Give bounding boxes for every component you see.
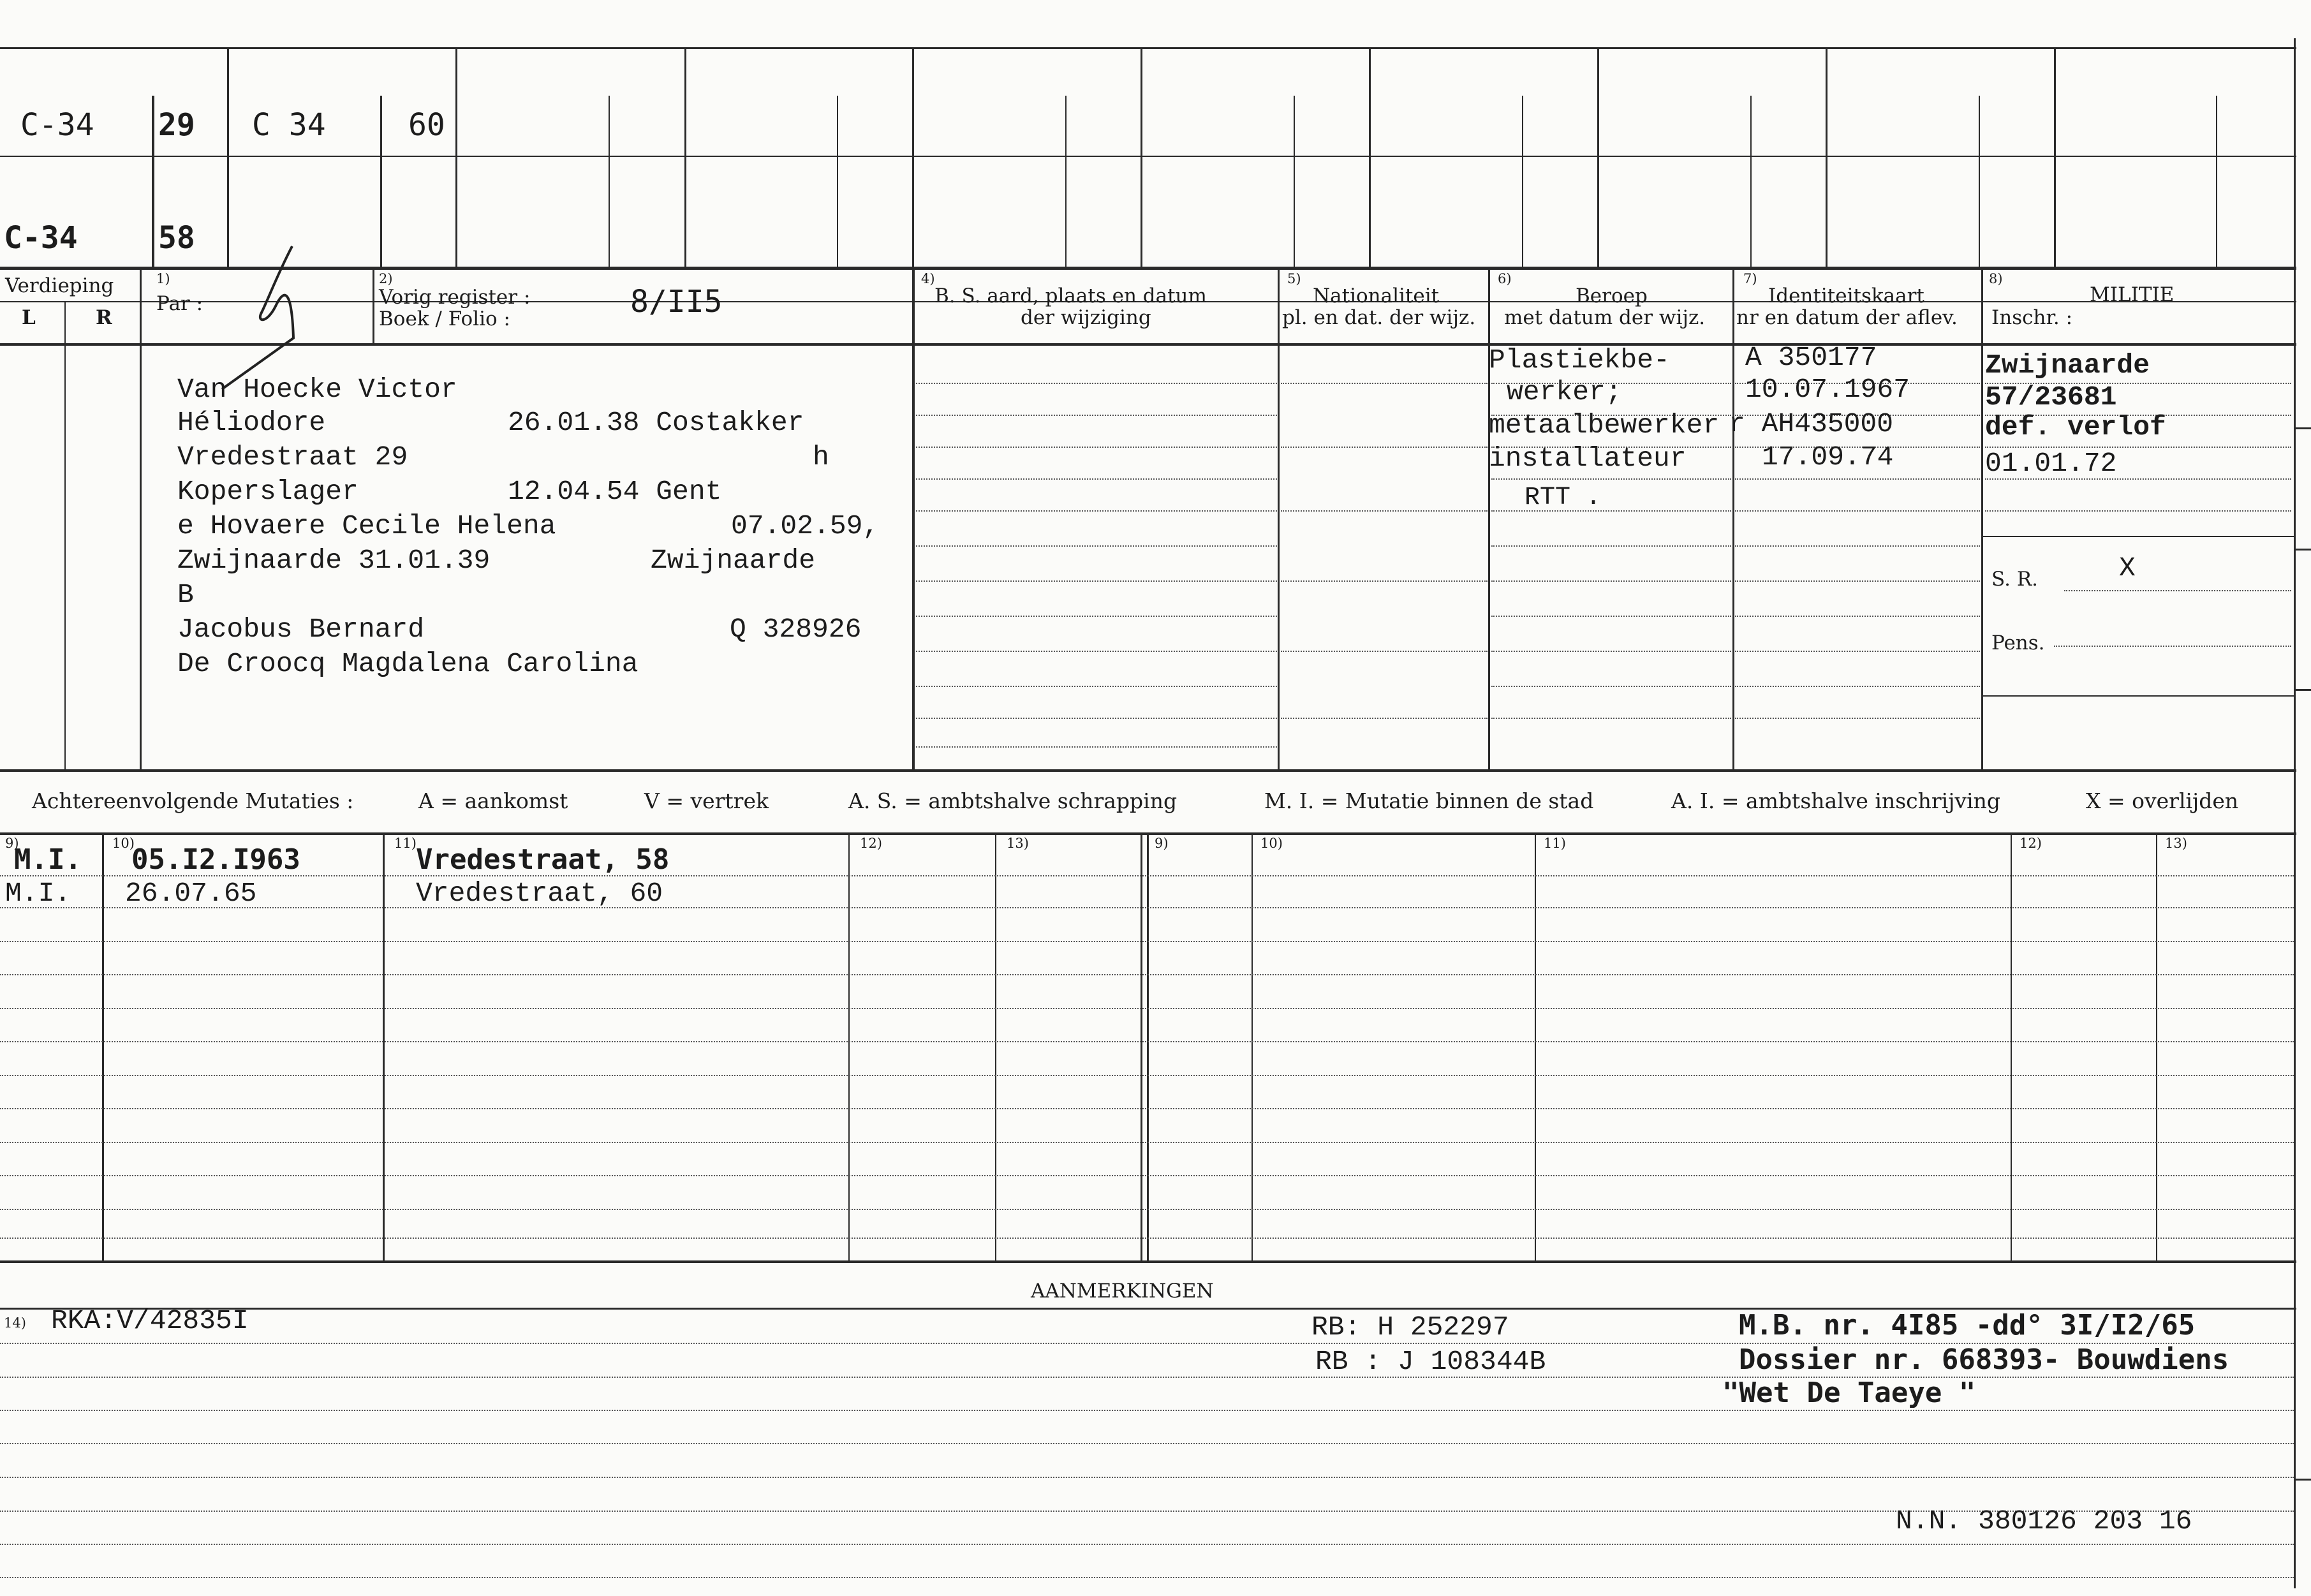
- boek-folio-label: Boek / Folio :: [379, 307, 510, 330]
- field-number-5: 5): [1287, 271, 1301, 286]
- legend-overlijden: X = overlijden: [2086, 788, 2239, 813]
- sr-label: S. R.: [1991, 568, 2039, 591]
- mut-col-number-9a: 9): [5, 836, 19, 851]
- person-spouse-date: 07.02.59,: [731, 510, 880, 542]
- remarks-mb: M.B. nr. 4I85 -dd° 3I/I2/65: [1739, 1309, 2196, 1341]
- top-code-3: C-34: [4, 220, 78, 256]
- field-number-2: 2): [379, 271, 393, 286]
- identiteit-label-line2: nr en datum der aflev.: [1736, 306, 1958, 329]
- legend-inschrijving: A. I. = ambtshalve inschrijving: [1671, 788, 2001, 813]
- nationaliteit-label-line1: Nationaliteit: [1313, 284, 1440, 307]
- remarks-wet: "Wet De Taeye ": [1722, 1377, 1976, 1409]
- mut-row-1-date: 05.I2.I963: [131, 843, 300, 876]
- mut-row-2-address: Vredestraat, 60: [416, 878, 663, 909]
- verdieping-r-label: R: [96, 306, 112, 329]
- remarks-rka: RKA:V/42835I: [51, 1305, 249, 1336]
- person-street: Vredestraat 29: [177, 441, 408, 473]
- field-number-4: 4): [921, 271, 935, 286]
- mut-col-number-11b: 11): [1544, 836, 1566, 851]
- person-occupation-date: 12.04.54 Gent: [508, 476, 722, 507]
- par-label: Par :: [156, 292, 203, 315]
- militie-line-2: 57/23681: [1985, 381, 2117, 413]
- beroep-line-2: werker;: [1507, 376, 1622, 408]
- person-mark-h: h: [813, 441, 829, 473]
- pens-label: Pens.: [1991, 632, 2045, 654]
- mut-row-2-type: M.I.: [5, 878, 71, 909]
- person-spouse-birth: Zwijnaarde 31.01.39: [177, 545, 491, 576]
- verdieping-l-label: L: [22, 306, 36, 329]
- beroep-line-4: installateur: [1489, 443, 1687, 474]
- remarks-nn: N.N. 380126 203 16: [1896, 1505, 2192, 1537]
- beroep-line-3: metaalbewerker: [1489, 410, 1720, 441]
- militie-line-1: Zwijnaarde: [1985, 350, 2150, 381]
- beroep-label-line1: Beroep: [1576, 284, 1648, 307]
- beroep-line-1: Plastiekbe-: [1489, 344, 1670, 376]
- mut-col-number-10b: 10): [1260, 836, 1283, 851]
- identiteit-line-3: r AH435000: [1729, 408, 1894, 440]
- person-mother: De Croocq Magdalena Carolina: [177, 648, 639, 679]
- field-number-14: 14): [4, 1315, 26, 1331]
- person-father: Jacobus Bernard: [177, 614, 425, 645]
- bs-label-line2: der wijziging: [1021, 306, 1151, 329]
- militie-line-3: def. verlof: [1985, 411, 2166, 443]
- mut-col-number-13a: 13): [1007, 836, 1029, 851]
- beroep-line-5: RTT .: [1525, 484, 1602, 512]
- field-number-6: 6): [1498, 271, 1512, 286]
- mut-row-2-date: 26.07.65: [125, 878, 257, 909]
- top-code-2: C 34: [252, 107, 326, 143]
- field-number-1: 1): [156, 271, 170, 286]
- mut-col-number-11a: 11): [394, 836, 417, 851]
- militie-line-4: 01.01.72: [1985, 448, 2117, 479]
- person-spouse-place: Zwijnaarde: [651, 545, 816, 576]
- legend-title: Achtereenvolgende Mutaties :: [32, 788, 354, 813]
- field-number-7: 7): [1743, 271, 1757, 286]
- mut-col-number-10a: 10): [112, 836, 135, 851]
- top-number-1: 29: [158, 107, 195, 143]
- remarks-dossier: Dossier nr. 668393- Bouwdiens: [1739, 1343, 2229, 1376]
- mut-col-number-12b: 12): [2019, 836, 2042, 851]
- legend-vertrek: V = vertrek: [644, 788, 769, 813]
- register-value: 8/II5: [630, 284, 723, 320]
- person-occupation: Koperslager: [177, 476, 358, 507]
- remarks-rb2: RB : J 108344B: [1315, 1346, 1546, 1377]
- field-number-8: 8): [1989, 271, 2003, 286]
- remarks-title: AANMERKINGEN: [1031, 1280, 1214, 1303]
- identiteit-label-line1: Identiteitskaart: [1768, 284, 1924, 307]
- legend-aankomst: A = aankomst: [418, 788, 568, 813]
- bs-label-line1: B. S. aard, plaats en datum: [934, 284, 1207, 307]
- identiteit-line-4: 17.09.74: [1762, 441, 1894, 473]
- identiteit-line-2: 10.07.1967: [1745, 374, 1910, 405]
- top-number-2: 60: [408, 107, 445, 143]
- verdieping-label: Verdieping: [5, 274, 114, 297]
- beroep-label-line2: met datum der wijz.: [1504, 306, 1706, 329]
- mut-col-number-9b: 9): [1155, 836, 1169, 851]
- person-father-code: Q 328926: [730, 614, 862, 645]
- remarks-rb1: RB: H 252297: [1311, 1312, 1509, 1343]
- person-spouse: e Hovaere Cecile Helena: [177, 510, 556, 542]
- legend-mutatie: M. I. = Mutatie binnen de stad: [1264, 788, 1594, 813]
- nationaliteit-label-line2: pl. en dat. der wijz.: [1282, 306, 1476, 329]
- person-birth: 26.01.38 Costakker: [508, 407, 804, 438]
- mut-col-number-12a: 12): [860, 836, 882, 851]
- mut-row-1-address: Vredestraat, 58: [416, 843, 670, 876]
- mut-row-1-type: M.I.: [14, 843, 82, 876]
- sr-value: X: [2119, 552, 2136, 584]
- top-number-3: 58: [158, 220, 195, 256]
- mut-col-number-13b: 13): [2165, 836, 2187, 851]
- person-name: Van Hoecke Victor: [177, 374, 457, 405]
- top-code-1: C-34: [20, 107, 94, 143]
- identiteit-line-1: A 350177: [1745, 342, 1877, 373]
- legend-schrapping: A. S. = ambtshalve schrapping: [848, 788, 1178, 813]
- person-first-name: Héliodore: [177, 407, 326, 438]
- inschr-label: Inschr. :: [1991, 306, 2073, 329]
- militie-label: MILITIE: [2090, 283, 2174, 306]
- vorig-register-label: Vorig register :: [379, 286, 531, 309]
- person-letter-b: B: [177, 579, 194, 610]
